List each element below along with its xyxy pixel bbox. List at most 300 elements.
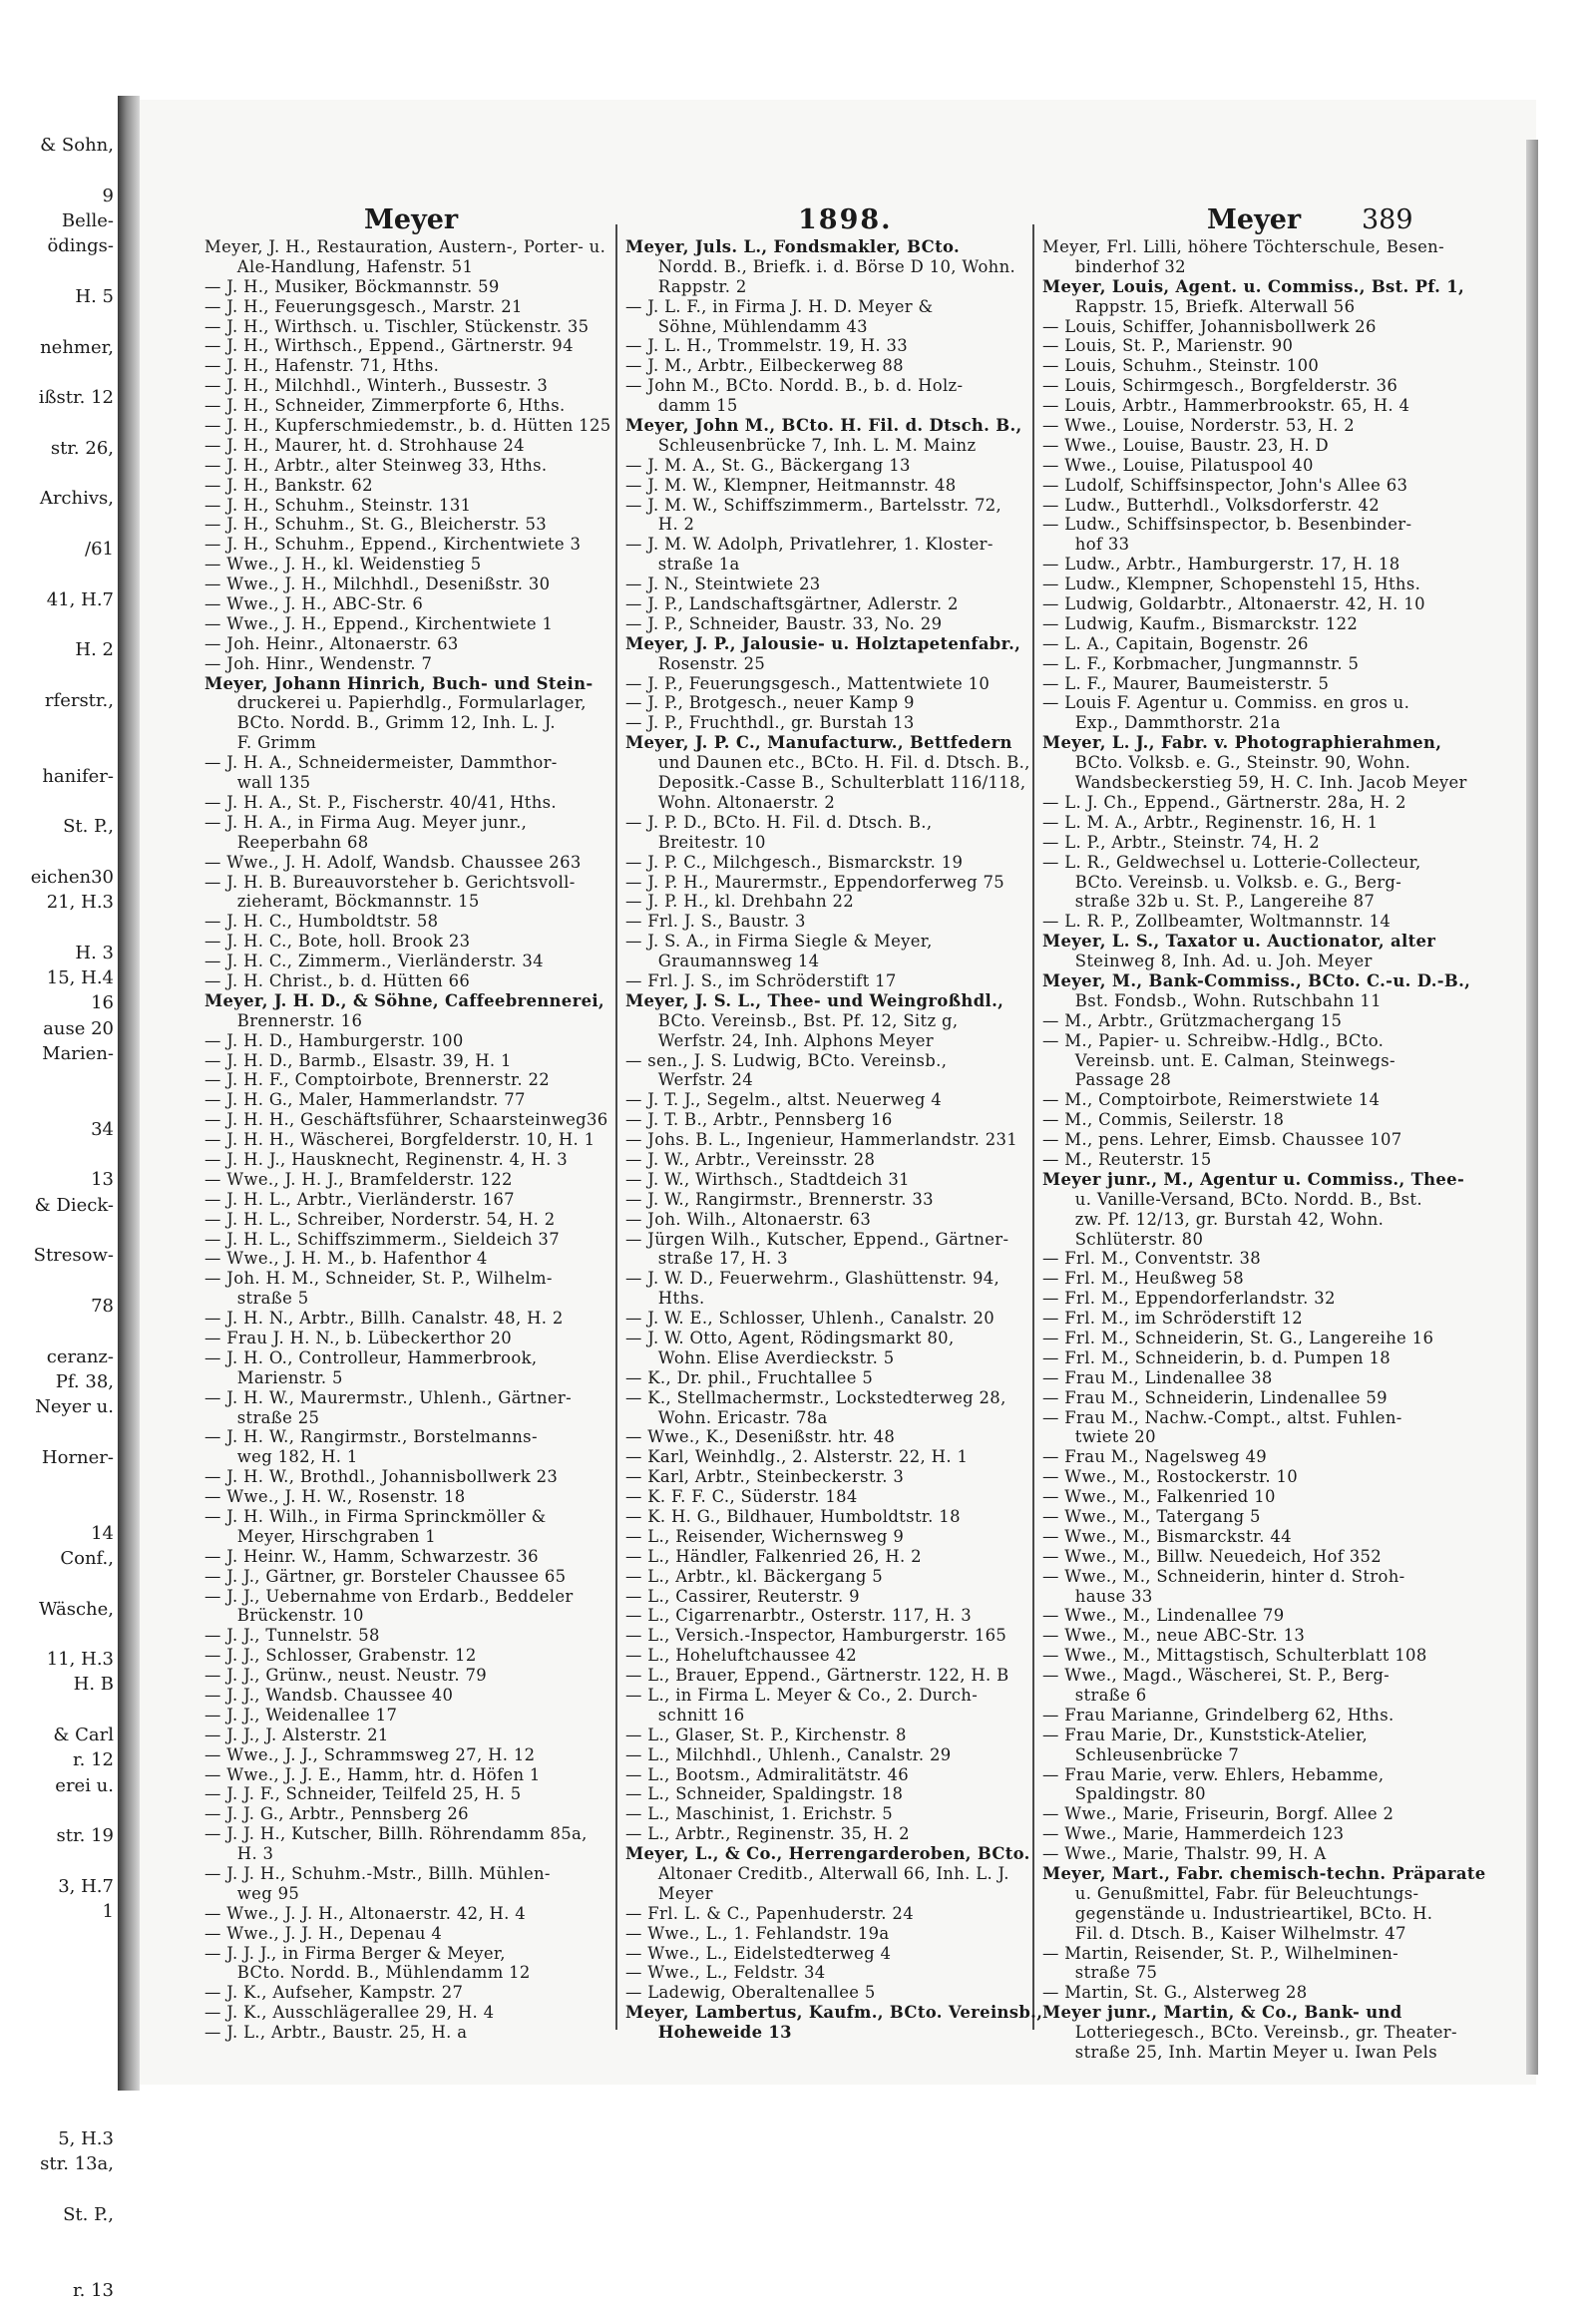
- directory-entry: — J. H., Maurer, ht. d. Strohhause 24: [204, 435, 525, 455]
- directory-entry: Marienstr. 5: [236, 1367, 343, 1387]
- directory-entry: weg 95: [236, 1883, 300, 1903]
- directory-entry: — J. M. W., Schiffszimmerm., Bartelsstr. 72,: [625, 495, 1002, 515]
- left-page-fragment: [0, 840, 120, 865]
- column-rule: [615, 224, 617, 2030]
- directory-entry: — J. H. Christ., b. d. Hütten 66: [204, 970, 471, 990]
- directory-entry: u. Vanille-Versand, BCto. Nordd. B., Bst.: [1074, 1189, 1422, 1209]
- directory-entry: — L., Cigarrenarbtr., Osterstr. 117, H. 3: [625, 1606, 973, 1626]
- directory-entry: — J. W., Wirthsch., Stadtdeich 31: [625, 1169, 910, 1189]
- directory-entry: — Frl. J. S., Baustr. 3: [625, 912, 806, 932]
- directory-entry: — M., pens. Lehrer, Eimsb. Chaussee 107: [1042, 1130, 1402, 1150]
- directory-entry: — M., Reuterstr. 15: [1042, 1149, 1212, 1169]
- directory-entry: straße 6: [1074, 1686, 1147, 1706]
- directory-entry: — Wwe., L., Feldstr. 34: [625, 1963, 826, 1983]
- directory-entry: — L. P., Arbtr., Steinstr. 74, H. 2: [1042, 832, 1321, 852]
- directory-entry: — J. J. J., in Firma Berger & Meyer,: [204, 1943, 506, 1963]
- left-page-fragment: Stresow-: [33, 1245, 114, 1267]
- directory-entry: — J. J., Uebernahme von Erdarb., Beddeler: [204, 1586, 574, 1606]
- directory-entry: — Ludw., Klempner, Schopenstehl 15, Hths.: [1042, 575, 1421, 594]
- directory-entry: — M., Comptoirbote, Reimerstwiete 14: [1042, 1090, 1381, 1110]
- directory-entry: — L. R. P., Zollbeamter, Woltmannstr. 14: [1042, 912, 1392, 932]
- directory-entry: — Wwe., Louise, Baustr. 23, H. D: [1042, 435, 1330, 455]
- page-number: 389: [1362, 204, 1413, 235]
- directory-entry: — Frl. J. S., im Schröderstift 17: [625, 970, 897, 990]
- directory-entry: — J. M. W. Adolph, Privatlehrer, 1. Kloster-: [625, 535, 994, 555]
- directory-entry: gegenstände u. Industrieartikel, BCto. H.: [1074, 1903, 1433, 1923]
- directory-entry: straße 17, H. 3: [657, 1249, 788, 1269]
- directory-entry: — Wwe., J. H., Milchhdl., Desenißstr. 30: [204, 575, 551, 594]
- left-page-fragment: 15, H.4: [46, 967, 114, 989]
- directory-entry: Brennerstr. 16: [236, 1010, 363, 1030]
- directory-entry: — L. M. A., Arbtr., Reginenstr. 16, H. 1: [1042, 812, 1379, 832]
- directory-entry: — Wwe., Marie, Friseurin, Borgf. Allee 2: [1042, 1804, 1395, 1824]
- directory-entry: Schlüterstr. 80: [1074, 1229, 1204, 1249]
- directory-entry: straße 5: [236, 1289, 309, 1309]
- directory-entry: — J. H. J., Hausknecht, Reginenstr. 4, H. 3: [204, 1149, 569, 1169]
- directory-column-2: [625, 237, 1043, 2043]
- directory-entry: — J. K., Aufseher, Kampstr. 27: [204, 1983, 464, 2003]
- directory-entry: — Louis, St. P., Marienstr. 90: [1042, 336, 1294, 356]
- directory-entry: — L., Maschinist, 1. Erichstr. 5: [625, 1804, 893, 1824]
- left-page-fragment: [0, 1218, 120, 1243]
- directory-entry: — M., Commis, Seilerstr. 18: [1042, 1110, 1285, 1130]
- directory-entry: — Johs. B. L., Ingenieur, Hammerlandstr. 231: [625, 1130, 1018, 1150]
- directory-entry: — Frl. M., Eppendorferlandstr. 32: [1042, 1289, 1336, 1309]
- directory-entry: twiete 20: [1074, 1427, 1156, 1447]
- directory-entry: Breitestr. 10: [657, 832, 766, 852]
- directory-entry: — J. T. J., Segelm., altst. Neuerweg 4: [625, 1090, 943, 1110]
- directory-entry: — J. P., Landschaftsgärtner, Adlerstr. 2: [625, 594, 959, 614]
- left-page-fragment: 11, H.3: [46, 1649, 114, 1671]
- directory-entry: BCto. Nordd. B., Mühlendamm 12: [236, 1963, 531, 1983]
- directory-entry: Bst. Fondsb., Wohn. Rutschbahn 11: [1074, 990, 1382, 1010]
- directory-entry: — Wwe., J. J. H., Altonaerstr. 42, H. 4: [204, 1903, 527, 1923]
- directory-entry: — Ladewig, Oberaltenallee 5: [625, 1983, 876, 2003]
- directory-entry: — J. H. H., Geschäftsführer, Schaarsteinweg36: [204, 1110, 608, 1130]
- directory-entry: — J. H. C., Bote, holl. Brook 23: [204, 932, 471, 952]
- directory-entry: H. 2: [657, 515, 695, 535]
- left-page-fragment: [0, 2000, 120, 2025]
- directory-entry: Depositk.-Casse B., Schulterblatt 116/118,: [657, 773, 1026, 793]
- directory-entry: Altonaer Creditb., Alterwall 66, Inh. L. J.: [657, 1864, 1009, 1884]
- directory-entry: — J. H. O., Controlleur, Hammerbrook,: [204, 1347, 538, 1367]
- directory-entry: — Frau J. H. N., b. Lübeckerthor 20: [204, 1328, 513, 1347]
- left-page-fragment: 21, H.3: [46, 892, 114, 914]
- directory-entry: — Louis, Schirmgesch., Borgfelderstr. 36: [1042, 376, 1398, 396]
- directory-entry: — L., Versich.-Inspector, Hamburgerstr. 165: [625, 1626, 1007, 1646]
- directory-entry: — J. H., Bankstr. 62: [204, 475, 373, 495]
- directory-entry: — J. P., Brotgesch., neuer Kamp 9: [625, 693, 915, 713]
- left-page-fragment: str. 26,: [50, 437, 114, 459]
- directory-entry: — J. L., Arbtr., Baustr. 25, H. a: [204, 2023, 468, 2043]
- directory-entry: — L., in Firma L. Meyer & Co., 2. Durch-: [625, 1686, 979, 1706]
- directory-entry: — J. H., Hafenstr. 71, Hths.: [204, 356, 440, 376]
- directory-entry: — L. A., Capitain, Bogenstr. 26: [1042, 633, 1309, 653]
- directory-entry: — Frl. M., Schneiderin, St. G., Langereihe 16: [1042, 1328, 1434, 1347]
- directory-entry: Nordd. B., Briefk. i. d. Börse D 10, Wohn.: [657, 256, 1016, 276]
- directory-entry: — L., Cassirer, Reuterstr. 9: [625, 1586, 860, 1606]
- directory-entry: — sen., J. S. Ludwig, BCto. Vereinsb.,: [625, 1050, 948, 1070]
- left-page-fragment: [0, 2227, 120, 2252]
- left-page-fragment: [0, 2026, 120, 2051]
- left-page-fragment: 9: [102, 185, 114, 206]
- directory-heading-entry: Hoheweide 13: [657, 2023, 792, 2043]
- directory-entry: — J. T. B., Arbtr., Pennsberg 16: [625, 1110, 893, 1130]
- left-page-fragment: [0, 562, 120, 586]
- directory-entry: — Wwe., K., Desenißstr. htr. 48: [625, 1427, 896, 1447]
- left-page-fragment: & Sohn,: [40, 135, 114, 157]
- directory-entry: — Joh. Hinr., Wendenstr. 7: [204, 653, 433, 673]
- left-page-fragment: 14: [91, 1522, 114, 1544]
- directory-entry: — Wwe., J. J. H., Depenau 4: [204, 1923, 443, 1943]
- directory-entry: — L. F., Korbmacher, Jungmannstr. 5: [1042, 653, 1360, 673]
- directory-entry: — Wwe., J. H., Eppend., Kirchentwiete 1: [204, 613, 554, 633]
- directory-entry: — J. P., Schneider, Baustr. 33, No. 29: [625, 613, 943, 633]
- directory-entry: — J. H., Wirthsch., Eppend., Gärtnerstr. 94: [204, 336, 574, 356]
- directory-entry: — L., Hoheluftchaussee 42: [625, 1646, 858, 1666]
- left-page-fragment: ödings-: [47, 235, 114, 257]
- directory-entry: straße 25, Inh. Martin Meyer u. Iwan Pels: [1074, 2043, 1438, 2063]
- page-edge-shadow: [1526, 140, 1538, 2075]
- directory-entry: — J. H., Schuhm., Steinstr. 131: [204, 495, 472, 515]
- directory-entry: Ale-Handlung, Hafenstr. 51: [236, 256, 474, 276]
- directory-entry: — Wwe., J. J. E., Hamm, htr. d. Höfen 1: [204, 1764, 541, 1784]
- directory-entry: — Karl, Weinhdlg., 2. Alsterstr. 22, H. 1: [625, 1447, 969, 1467]
- directory-heading-entry: Meyer, J. H. D., & Söhne, Caffeebrennerei,: [204, 990, 604, 1010]
- directory-entry: — J. H. B. Bureauvorsteher b. Gerichtsvoll-: [204, 872, 576, 892]
- directory-heading-entry: Meyer, J. S. L., Thee- und Weingroßhdl.,: [625, 990, 1004, 1010]
- left-page-fragment: 78: [91, 1295, 114, 1317]
- left-page-fragment: H. 5: [75, 286, 114, 308]
- left-page-fragment: [0, 2076, 120, 2101]
- directory-entry: — J. J., Schlosser, Grabenstr. 12: [204, 1646, 477, 1666]
- directory-entry: — Wwe., M., Mittagstisch, Schulterblatt 108: [1042, 1646, 1427, 1666]
- directory-entry: — Joh. Heinr., Altonaerstr. 63: [204, 633, 459, 653]
- directory-entry: hause 33: [1074, 1586, 1153, 1606]
- directory-entry: Exp., Dammthorstr. 21a: [1074, 713, 1281, 733]
- directory-entry: BCto. Volksb. e. G., Steinstr. 90, Wohn.: [1074, 753, 1411, 773]
- header-left-name: Meyer: [364, 204, 459, 235]
- directory-entry: binderhof 32: [1074, 256, 1186, 276]
- directory-entry: — J. H. D., Hamburgerstr. 100: [204, 1030, 464, 1050]
- directory-entry: — J. H. C., Zimmerm., Vierländerstr. 34: [204, 952, 544, 971]
- left-page-fragment: 16: [91, 992, 114, 1014]
- directory-entry: — Frl. M., Conventstr. 38: [1042, 1249, 1262, 1269]
- directory-entry: — Wwe., J. H., kl. Weidenstieg 5: [204, 555, 482, 575]
- directory-entry: — J. H. Wilh., in Firma Sprinckmöller &: [204, 1507, 547, 1526]
- left-page-fragment: [0, 1698, 120, 1723]
- directory-heading-entry: Meyer, J. P. C., Manufacturw., Bettfedern: [625, 733, 1012, 753]
- directory-entry: Graumannsweg 14: [657, 952, 820, 971]
- directory-entry: — J. W., Rangirmstr., Brennerstr. 33: [625, 1189, 934, 1209]
- directory-entry: — Frl. L. & C., Papenhuderstr. 24: [625, 1903, 914, 1923]
- directory-entry: Meyer, Hirschgraben 1: [236, 1526, 437, 1546]
- directory-entry: — Ludw., Schiffsinspector, b. Besenbinder-: [1042, 515, 1412, 535]
- directory-entry: — Ludolf, Schiffsinspector, John's Allee 63: [1042, 475, 1408, 495]
- directory-entry: — Wwe., Marie, Hammerdeich 123: [1042, 1824, 1345, 1844]
- left-page-fragment: [0, 1470, 120, 1495]
- directory-heading-entry: Meyer, L. J., Fabr. v. Photographierahmen,: [1042, 733, 1442, 753]
- left-page-fragment: str. 13a,: [40, 2153, 114, 2175]
- directory-entry: — J. H. C., Humboldtstr. 58: [204, 912, 439, 932]
- directory-entry: — J. H., Milchhdl., Winterh., Bussestr. 3: [204, 376, 549, 396]
- directory-entry: — J. H. A., Schneidermeister, Dammthor-: [204, 753, 558, 773]
- left-page-fragment: [0, 663, 120, 688]
- directory-entry: BCto. Vereinsb. u. Volksb. e. G., Berg-: [1074, 872, 1402, 892]
- directory-entry: — J. H. A., St. P., Fischerstr. 40/41, Hths.: [204, 792, 557, 812]
- directory-entry: — L., Schneider, Spaldingstr. 18: [625, 1784, 904, 1804]
- directory-entry: — L. R., Geldwechsel u. Lotterie-Collecteur,: [1042, 852, 1421, 872]
- left-page-fragment: Archivs,: [39, 488, 114, 510]
- directory-entry: Wohn. Altonaerstr. 2: [657, 792, 836, 812]
- directory-entry: — J. H., Kupferschmiedemstr., b. d. Hütten 125: [204, 416, 611, 436]
- directory-entry: — Frau M., Lindenallee 38: [1042, 1367, 1273, 1387]
- directory-entry: — Wwe., M., Billw. Neuedeich, Hof 352: [1042, 1546, 1383, 1566]
- directory-entry: — J. H., Schuhm., Eppend., Kirchentwiete 3: [204, 535, 582, 555]
- directory-entry: — Wwe., Marie, Thalstr. 99, H. A: [1042, 1844, 1327, 1864]
- left-page-fragment: Wäsche,: [39, 1598, 114, 1620]
- directory-entry: — J. H., Arbtr., alter Steinweg 33, Hths.: [204, 455, 548, 475]
- left-page-fragment: [0, 108, 120, 133]
- directory-entry: — Louis, Schuhm., Steinstr. 100: [1042, 356, 1320, 376]
- directory-entry: Lotteriegesch., BCto. Vereinsb., gr. Theater-: [1074, 2023, 1457, 2043]
- directory-entry: — Wwe., M., neue ABC-Str. 13: [1042, 1626, 1306, 1646]
- directory-entry: — Martin, Reisender, St. P., Wilhelminen-: [1042, 1943, 1398, 1963]
- directory-entry: — Wwe., M., Schneiderin, hinter d. Stroh-: [1042, 1566, 1405, 1586]
- directory-entry: — Wwe., J. J., Schrammsweg 27, H. 12: [204, 1744, 536, 1764]
- directory-entry: — K. F. F. C., Süderstr. 184: [625, 1487, 858, 1507]
- directory-entry: — Ludw., Butterhdl., Volksdorferstr. 42: [1042, 495, 1381, 515]
- directory-entry: hof 33: [1074, 535, 1130, 555]
- directory-entry: — J. P. H., kl. Drehbahn 22: [625, 892, 855, 912]
- left-page-fragment: [0, 461, 120, 486]
- left-page-fragment: & Dieck-: [34, 1194, 114, 1216]
- left-page-fragment: [0, 411, 120, 436]
- directory-entry: — Wwe., L., 1. Fehlandstr. 19a: [625, 1923, 890, 1943]
- directory-entry: BCto. Vereinsb., Bst. Pf. 12, Sitz g,: [657, 1010, 959, 1030]
- directory-heading-entry: Meyer junr., M., Agentur u. Commiss., Thee-: [1042, 1169, 1465, 1189]
- directory-entry: — J. J., Tunnelstr. 58: [204, 1626, 380, 1646]
- directory-entry: — J. J., Grünw., neust. Neustr. 79: [204, 1666, 488, 1686]
- directory-entry: — Frl. M., im Schröderstift 12: [1042, 1309, 1304, 1329]
- directory-entry: — J. H., Schuhm., St. G., Bleicherstr. 53: [204, 515, 548, 535]
- left-page-fragment: [0, 1269, 120, 1294]
- left-page-fragment: Belle-: [61, 210, 114, 232]
- directory-entry: straße 75: [1074, 1963, 1158, 1983]
- left-page-fragment: [0, 789, 120, 814]
- directory-entry: — M., Papier- u. Schreibw.-Hdlg., BCto.: [1042, 1030, 1385, 1050]
- directory-entry: — Frau M., Schneiderin, Lindenallee 59: [1042, 1387, 1388, 1407]
- directory-entry: und Daunen etc., BCto. H. Fil. d. Dtsch. B.,: [657, 753, 1030, 773]
- left-page-fragment: ißstr. 12: [38, 387, 114, 409]
- directory-entry: — Wwe., M., Falkenried 10: [1042, 1487, 1276, 1507]
- left-page-fragment: [0, 713, 120, 738]
- directory-entry: Fil. d. Dtsch. B., Kaiser Wilhelmstr. 47: [1074, 1923, 1406, 1943]
- directory-entry: — Wwe., J. H. M., b. Hafenthor 4: [204, 1249, 488, 1269]
- directory-entry: Rappstr. 15, Briefk. Alterwall 56: [1074, 296, 1356, 316]
- left-page-fragment: [0, 1622, 120, 1647]
- directory-entry: — J. P. D., BCto. H. Fil. d. Dtsch. B.,: [625, 812, 933, 832]
- directory-entry: — Wwe., M., Tatergang 5: [1042, 1507, 1261, 1526]
- left-page-fragment: St. P.,: [63, 2203, 114, 2225]
- directory-entry: — Frau M., Nagelsweg 49: [1042, 1447, 1268, 1467]
- directory-entry: — J. J., Wandsb. Chaussee 40: [204, 1686, 454, 1706]
- directory-entry: — Frau M., Nachw.-Compt., altst. Fuhlen-: [1042, 1407, 1402, 1427]
- left-page-fragment: /61: [85, 539, 114, 561]
- directory-entry: Werfstr. 24, Inh. Alphons Meyer: [657, 1030, 934, 1050]
- left-page-fragment: [0, 2176, 120, 2201]
- left-page-fragment: [0, 360, 120, 385]
- directory-entry: druckerei u. Papierhdlg., Formularlager,: [236, 693, 587, 713]
- directory-entry: Brückenstr. 10: [236, 1606, 364, 1626]
- directory-entry: — J. H., Wirthsch. u. Tischler, Stückenstr. 35: [204, 316, 590, 336]
- directory-entry: — J. H. L., Schreiber, Norderstr. 54, H. 2: [204, 1209, 556, 1229]
- directory-entry: — J. H. N., Arbtr., Billh. Canalstr. 48, H. 2: [204, 1309, 564, 1329]
- directory-entry: — Wwe., M., Bismarckstr. 44: [1042, 1526, 1292, 1546]
- directory-entry: — L., Reisender, Wichernsweg 9: [625, 1526, 905, 1546]
- directory-entry: — J. W. D., Feuerwehrm., Glashüttenstr. 94,: [625, 1269, 1000, 1289]
- directory-entry: Schleusenbrücke 7: [1074, 1744, 1240, 1764]
- directory-heading-entry: Meyer, Mart., Fabr. chemisch-techn. Präparate: [1042, 1864, 1486, 1884]
- directory-entry: — J. W. E., Schlosser, Uhlenh., Canalstr. 20: [625, 1309, 996, 1329]
- left-page-fragment: H. 2: [75, 639, 114, 661]
- directory-entry: Schleusenbrücke 7, Inh. L. M. Mainz: [657, 435, 977, 455]
- book-gutter: [118, 96, 140, 2091]
- directory-entry: — Frau Marie, Dr., Kunststick-Atelier,: [1042, 1725, 1369, 1744]
- left-page-fragment: 1: [102, 1901, 114, 1923]
- left-page-fragment: 3, H.7: [58, 1875, 114, 1897]
- directory-entry: — L. J. Ch., Eppend., Gärtnerstr. 28a, H. 2: [1042, 792, 1406, 812]
- directory-entry: — Ludwig, Goldarbtr., Altonaerstr. 42, H. 10: [1042, 594, 1425, 614]
- directory-entry: wall 135: [236, 773, 311, 793]
- directory-entry: — J. P. C., Milchgesch., Bismarckstr. 19: [625, 852, 964, 872]
- directory-entry: Meyer: [657, 1883, 713, 1903]
- left-page-fragment: [0, 1798, 120, 1823]
- directory-entry: — Wwe., J. H. Adolf, Wandsb. Chaussee 263: [204, 852, 582, 872]
- left-page-fragment: [0, 2252, 120, 2277]
- left-page-edge: [0, 108, 120, 2301]
- directory-heading-entry: Meyer junr., Martin, & Co., Bank- und: [1042, 2003, 1402, 2023]
- directory-entry: F. Grimm: [236, 733, 317, 753]
- directory-entry: — M., Arbtr., Grützmachergang 15: [1042, 1010, 1343, 1030]
- directory-heading-entry: Meyer, L. S., Taxator u. Auctionator, alter: [1042, 932, 1436, 952]
- left-page-fragment: nehmer,: [40, 336, 114, 358]
- directory-entry: — L. F., Maurer, Baumeisterstr. 5: [1042, 673, 1330, 693]
- left-page-fragment: H. B: [73, 1674, 114, 1696]
- left-page-fragment: [0, 2101, 120, 2125]
- left-page-fragment: r. 12: [73, 1749, 114, 1771]
- directory-entry: straße 32b u. St. P., Langereihe 87: [1074, 892, 1376, 912]
- directory-entry: — J. J., Gärtner, gr. Borsteler Chaussee 65: [204, 1566, 567, 1586]
- directory-entry: — J. H. W., Rangirmstr., Borstelmanns-: [204, 1427, 538, 1447]
- directory-entry: straße 25: [236, 1407, 320, 1427]
- left-page-fragment: Pf. 38,: [55, 1370, 114, 1392]
- directory-heading-entry: Meyer, John M., BCto. H. Fil. d. Dtsch. B.,: [625, 416, 1022, 436]
- directory-entry: — J. J. G., Arbtr., Pennsberg 26: [204, 1804, 469, 1824]
- directory-entry: — J. J. H., Schuhm.-Mstr., Billh. Mühlen-: [204, 1864, 551, 1884]
- directory-entry: — J. H. W., Brothdl., Johannisbollwerk 23: [204, 1467, 559, 1487]
- directory-entry: — J. J. H., Kutscher, Billh. Röhrendamm 85a,: [204, 1824, 588, 1844]
- directory-entry: — J. H., Feuerungsgesch., Marstr. 21: [204, 296, 523, 316]
- directory-entry: — J. H. L., Arbtr., Vierländerstr. 167: [204, 1189, 515, 1209]
- directory-heading-entry: Meyer, Juls. L., Fondsmakler, BCto.: [625, 237, 961, 256]
- directory-entry: — J. N., Steintwiete 23: [625, 575, 821, 594]
- directory-entry: — J. Heinr. W., Hamm, Schwarzestr. 36: [204, 1546, 539, 1566]
- left-page-fragment: [0, 1142, 120, 1167]
- left-page-fragment: [0, 612, 120, 637]
- directory-entry: u. Genußmittel, Fabr. für Beleuchtungs-: [1074, 1883, 1419, 1903]
- directory-entry: — L., Bootsm., Admiralitätstr. 46: [625, 1764, 910, 1784]
- left-page-fragment: H. 3: [75, 942, 114, 963]
- directory-entry: — Wwe., J. H. J., Bramfelderstr. 122: [204, 1169, 513, 1189]
- left-page-fragment: Horner-: [41, 1446, 114, 1468]
- left-page-fragment: [0, 1419, 120, 1444]
- directory-entry: — J. S. A., in Firma Siegle & Meyer,: [625, 932, 933, 952]
- directory-entry: — Louis, Schiffer, Johannisbollwerk 26: [1042, 316, 1377, 336]
- directory-entry: — Wwe., Magd., Wäscherei, St. P., Berg-: [1042, 1666, 1391, 1686]
- left-page-fragment: r. 13: [73, 2279, 114, 2301]
- left-page-fragment: & Carl: [53, 1725, 114, 1745]
- directory-entry: — Ludw., Arbtr., Hamburgerstr. 17, H. 18: [1042, 555, 1400, 575]
- left-page-fragment: [0, 916, 120, 941]
- directory-entry: — K., Dr. phil., Fruchtallee 5: [625, 1367, 874, 1387]
- directory-entry: — J. J., Weidenallee 17: [204, 1705, 398, 1725]
- directory-entry: — Joh. H. M., Schneider, St. P., Wilhelm-: [204, 1269, 553, 1289]
- directory-entry: — J. M., Arbtr., Eilbeckerweg 88: [625, 356, 904, 376]
- left-page-fragment: erei u.: [55, 1774, 114, 1796]
- directory-entry: — J. H. F., Comptoirbote, Brennerstr. 22: [204, 1070, 551, 1090]
- left-page-fragment: [0, 512, 120, 537]
- directory-entry: — J. H. L., Schiffszimmerm., Sieldeich 37: [204, 1229, 560, 1249]
- directory-entry: — J. H., Musiker, Böckmannstr. 59: [204, 276, 500, 296]
- left-page-fragment: [0, 2051, 120, 2076]
- left-page-fragment: [0, 1066, 120, 1091]
- left-page-fragment: [0, 1571, 120, 1596]
- directory-entry: — Wwe., M., Rostockerstr. 10: [1042, 1467, 1299, 1487]
- left-page-fragment: Neyer u.: [35, 1396, 114, 1418]
- directory-entry: Passage 28: [1074, 1070, 1172, 1090]
- directory-entry: — Wwe., M., Lindenallee 79: [1042, 1606, 1285, 1626]
- left-page-fragment: 13: [91, 1169, 114, 1191]
- directory-entry: — Joh. Wilh., Altonaerstr. 63: [625, 1209, 872, 1229]
- directory-entry: — J. P., Fruchthdl., gr. Burstah 13: [625, 713, 915, 733]
- left-page-fragment: hanifer-: [42, 765, 114, 787]
- directory-entry: — L., Händler, Falkenried 26, H. 2: [625, 1546, 922, 1566]
- left-page-fragment: [0, 1848, 120, 1873]
- directory-heading-entry: Meyer, Johann Hinrich, Buch- und Stein-: [204, 673, 594, 693]
- directory-entry: — Louis F. Agentur u. Commiss. en gros u.: [1042, 693, 1410, 713]
- directory-entry: Söhne, Mühlendamm 43: [657, 316, 868, 336]
- directory-entry: — Wwe., Louise, Pilatuspool 40: [1042, 455, 1314, 475]
- directory-entry: H. 3: [236, 1844, 274, 1864]
- directory-entry: Meyer, Frl. Lilli, höhere Töchterschule, Besen-: [1042, 237, 1444, 256]
- left-page-fragment: ause 20: [43, 1017, 114, 1039]
- directory-entry: — J. P., Feuerungsgesch., Mattentwiete 10: [625, 673, 991, 693]
- left-page-fragment: Conf.,: [60, 1547, 114, 1569]
- directory-entry: — Wwe., J. H., ABC-Str. 6: [204, 594, 424, 614]
- directory-entry: Wandsbeckerstieg 59, H. C. Inh. Jacob Meyer: [1074, 773, 1467, 793]
- directory-entry: — J. H. H., Wäscherei, Borgfelderstr. 10, H. 1: [204, 1130, 596, 1150]
- directory-entry: — L., Arbtr., kl. Bäckergang 5: [625, 1566, 884, 1586]
- directory-entry: Reeperbahn 68: [236, 832, 369, 852]
- directory-entry: Steinweg 8, Inh. Ad. u. Joh. Meyer: [1074, 952, 1373, 971]
- directory-entry: — J. M. A., St. G., Bäckergang 13: [625, 455, 911, 475]
- directory-entry: — Karl, Arbtr., Steinbeckerstr. 3: [625, 1467, 905, 1487]
- directory-entry: Hths.: [657, 1289, 705, 1309]
- directory-heading-entry: Meyer, Lambertus, Kaufm., BCto. Vereinsb.,: [625, 2003, 1043, 2023]
- left-page-fragment: [0, 1495, 120, 1520]
- directory-entry: damm 15: [657, 396, 738, 416]
